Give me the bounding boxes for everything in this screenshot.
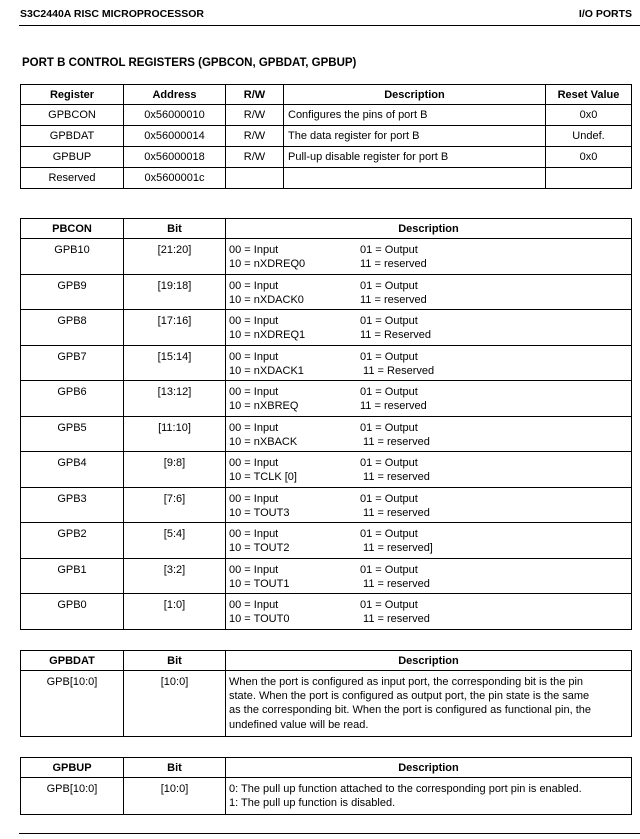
pin-bit: [9:8] (124, 452, 226, 488)
register-rw: R/W (226, 105, 284, 126)
option-01: 01 = Output (360, 315, 418, 327)
desc-line: 1: The pull up function is disabled. (229, 797, 396, 810)
option-00: 00 = Input (229, 599, 279, 611)
option-01: 01 = Output (360, 350, 418, 363)
pin-name: GPB5 (21, 416, 124, 452)
option-00: 00 = Input (229, 457, 279, 469)
option-11: 11 = reserved (360, 293, 427, 306)
option-10: 10 = nXDREQ0 (229, 258, 306, 270)
option-01: 01 = Output (360, 492, 418, 505)
register-description: Configures the pins of port B (284, 105, 546, 126)
field-name: GPB[10:0] (21, 778, 124, 815)
register-description: Pull-up disable register for port B (284, 147, 546, 168)
option-line (226, 598, 631, 612)
pin-name: GPB9 (21, 274, 124, 310)
option-10: 10 = TCLK [0] (229, 471, 297, 483)
col-header-rw: R/W (226, 85, 284, 105)
pin-name: GPB7 (21, 345, 124, 381)
option-00: 00 = Input (229, 492, 279, 505)
header-rule (19, 25, 640, 26)
option-00: 00 = Input (229, 279, 279, 292)
option-10: 10 = TOUT1 (229, 577, 290, 590)
option-10: 10 = TOUT0 (229, 613, 290, 625)
field-name: GPB[10:0] (21, 671, 124, 737)
option-line (226, 399, 631, 413)
section-title: PORT B CONTROL REGISTERS (GPBCON, GPBDAT, GPBUP) (22, 57, 357, 69)
col-header-description: Description (226, 219, 632, 239)
option-01: 01 = Output (360, 599, 418, 611)
option-00: 00 = Input (229, 386, 279, 398)
col-header-description: Description (226, 758, 632, 778)
option-11: 11 = reserved (360, 506, 430, 519)
field-description (226, 778, 632, 815)
option-line (226, 492, 631, 506)
register-reset (546, 168, 632, 189)
option-line (226, 257, 631, 271)
option-01: 01 = Output (360, 563, 418, 576)
table-row (21, 168, 632, 189)
option-line (226, 541, 631, 555)
option-line (226, 577, 631, 591)
field-bit: [10:0] (124, 671, 226, 737)
register-description: The data register for port B (284, 126, 546, 147)
option-line (226, 243, 631, 257)
table-row (21, 416, 632, 452)
table-row (21, 671, 632, 737)
option-11: 11 = reserved (360, 258, 427, 270)
option-10: 10 = nXDREQ1 (229, 329, 306, 341)
register-reset: 0x0 (546, 105, 632, 126)
pin-description (226, 345, 632, 381)
option-01: 01 = Output (360, 244, 418, 256)
option-line (226, 328, 631, 342)
pin-name: GPB4 (21, 452, 124, 488)
desc-line: as the corresponding bit. When the port is configured as functional pin, the (229, 704, 591, 717)
option-line (226, 421, 631, 435)
col-header-description: Description (226, 651, 632, 671)
option-01: 01 = Output (360, 528, 418, 540)
table-row (21, 452, 632, 488)
option-11: 11 = reserved (360, 471, 430, 483)
field-description (226, 671, 632, 737)
option-line (226, 314, 631, 328)
option-01: 01 = Output (360, 421, 418, 434)
col-header-bit: Bit (124, 219, 226, 239)
pin-name: GPB0 (21, 594, 124, 630)
register-address: 0x56000018 (124, 147, 226, 168)
pin-bit: [13:12] (124, 381, 226, 417)
option-11: 11 = reserved] (360, 542, 433, 554)
register-name: GPBCON (21, 105, 124, 126)
option-10: 10 = nXBREQ (229, 400, 299, 412)
pin-description (226, 452, 632, 488)
option-10: 10 = TOUT2 (229, 542, 290, 554)
option-01: 01 = Output (360, 279, 418, 292)
table-row (21, 274, 632, 310)
col-header-bit: Bit (124, 758, 226, 778)
pin-bit: [19:18] (124, 274, 226, 310)
col-header-pbcon: PBCON (21, 219, 124, 239)
register-reset: Undef. (546, 126, 632, 147)
register-description (284, 168, 546, 189)
option-10: 10 = nXDACK0 (229, 293, 304, 306)
pbcon-table (20, 218, 632, 630)
pin-description (226, 523, 632, 559)
option-11: 11 = reserved (360, 577, 430, 590)
option-00: 00 = Input (229, 244, 279, 256)
option-line (226, 527, 631, 541)
col-header-bit: Bit (124, 651, 226, 671)
option-line (226, 456, 631, 470)
register-rw: R/W (226, 147, 284, 168)
pin-bit: [11:10] (124, 416, 226, 452)
option-10: 10 = TOUT3 (229, 506, 290, 519)
pin-name: GPB10 (21, 239, 124, 275)
register-name: GPBUP (21, 147, 124, 168)
desc-line: When the port is configured as input port, the corresponding bit is the pin (229, 676, 584, 688)
col-header-register: Register (21, 85, 124, 105)
register-table (20, 84, 632, 189)
col-header-reset: Reset Value (546, 85, 632, 105)
pin-description (226, 487, 632, 523)
table-row (21, 239, 632, 275)
table-row (21, 381, 632, 417)
table-row (21, 778, 632, 815)
pin-description (226, 594, 632, 630)
option-00: 00 = Input (229, 350, 279, 363)
pin-description (226, 558, 632, 594)
option-11: 11 = Reserved (360, 329, 432, 341)
option-00: 00 = Input (229, 315, 279, 327)
register-rw: R/W (226, 126, 284, 147)
option-line (226, 279, 631, 293)
desc-line: state. When the port is configured as output port, the pin state is the same (229, 690, 590, 703)
option-line (226, 612, 631, 626)
desc-line: undefined value will be read. (229, 718, 369, 731)
register-address: 0x56000014 (124, 126, 226, 147)
pin-name: GPB3 (21, 487, 124, 523)
table-row (21, 147, 632, 168)
option-11: 11 = Reserved (360, 364, 435, 377)
pin-bit: [7:6] (124, 487, 226, 523)
table-row (21, 487, 632, 523)
pin-description (226, 381, 632, 417)
pin-name: GPB2 (21, 523, 124, 559)
register-reset: 0x0 (546, 147, 632, 168)
table-row (21, 523, 632, 559)
option-line (226, 470, 631, 484)
desc-line: 0: The pull up function attached to the corresponding port pin is enabled. (229, 783, 582, 795)
field-bit: [10:0] (124, 778, 226, 815)
register-rw (226, 168, 284, 189)
pin-description (226, 239, 632, 275)
option-11: 11 = reserved (360, 613, 430, 625)
register-address: 0x56000010 (124, 105, 226, 126)
pin-bit: [15:14] (124, 345, 226, 381)
pin-bit: [1:0] (124, 594, 226, 630)
gpbdat-table (20, 650, 632, 737)
option-line (226, 350, 631, 364)
footer-rule (19, 833, 640, 834)
gpbup-table (20, 757, 632, 815)
table-row (21, 105, 632, 126)
pin-bit: [21:20] (124, 239, 226, 275)
option-00: 00 = Input (229, 563, 279, 576)
pin-name: GPB6 (21, 381, 124, 417)
option-10: 10 = nXBACK (229, 435, 298, 448)
pin-name: GPB8 (21, 310, 124, 346)
pin-description (226, 416, 632, 452)
table-row (21, 126, 632, 147)
option-line (226, 563, 631, 577)
option-line (226, 364, 631, 378)
option-00: 00 = Input (229, 528, 279, 540)
col-header-description: Description (284, 85, 546, 105)
option-01: 01 = Output (360, 386, 418, 398)
table-row (21, 310, 632, 346)
option-line (226, 506, 631, 520)
option-11: 11 = reserved (360, 400, 427, 412)
register-name: GPBDAT (21, 126, 124, 147)
table-row (21, 594, 632, 630)
pin-description (226, 274, 632, 310)
pin-bit: [3:2] (124, 558, 226, 594)
option-line (226, 435, 631, 449)
header-left: S3C2440A RISC MICROPROCESSOR (20, 8, 204, 20)
table-row (21, 558, 632, 594)
option-line (226, 293, 631, 307)
pin-name: GPB1 (21, 558, 124, 594)
option-10: 10 = nXDACK1 (229, 364, 304, 377)
pin-description (226, 310, 632, 346)
table-row (21, 345, 632, 381)
header-right: I/O PORTS (578, 8, 632, 20)
pin-bit: [5:4] (124, 523, 226, 559)
col-header-address: Address (124, 85, 226, 105)
col-header-gpbup: GPBUP (21, 758, 124, 778)
page-header (20, 8, 632, 22)
pin-bit: [17:16] (124, 310, 226, 346)
col-header-gpbdat: GPBDAT (21, 651, 124, 671)
option-01: 01 = Output (360, 457, 418, 469)
register-name: Reserved (21, 168, 124, 189)
option-11: 11 = reserved (360, 435, 430, 448)
option-line (226, 385, 631, 399)
option-00: 00 = Input (229, 421, 279, 434)
register-address: 0x5600001c (124, 168, 226, 189)
